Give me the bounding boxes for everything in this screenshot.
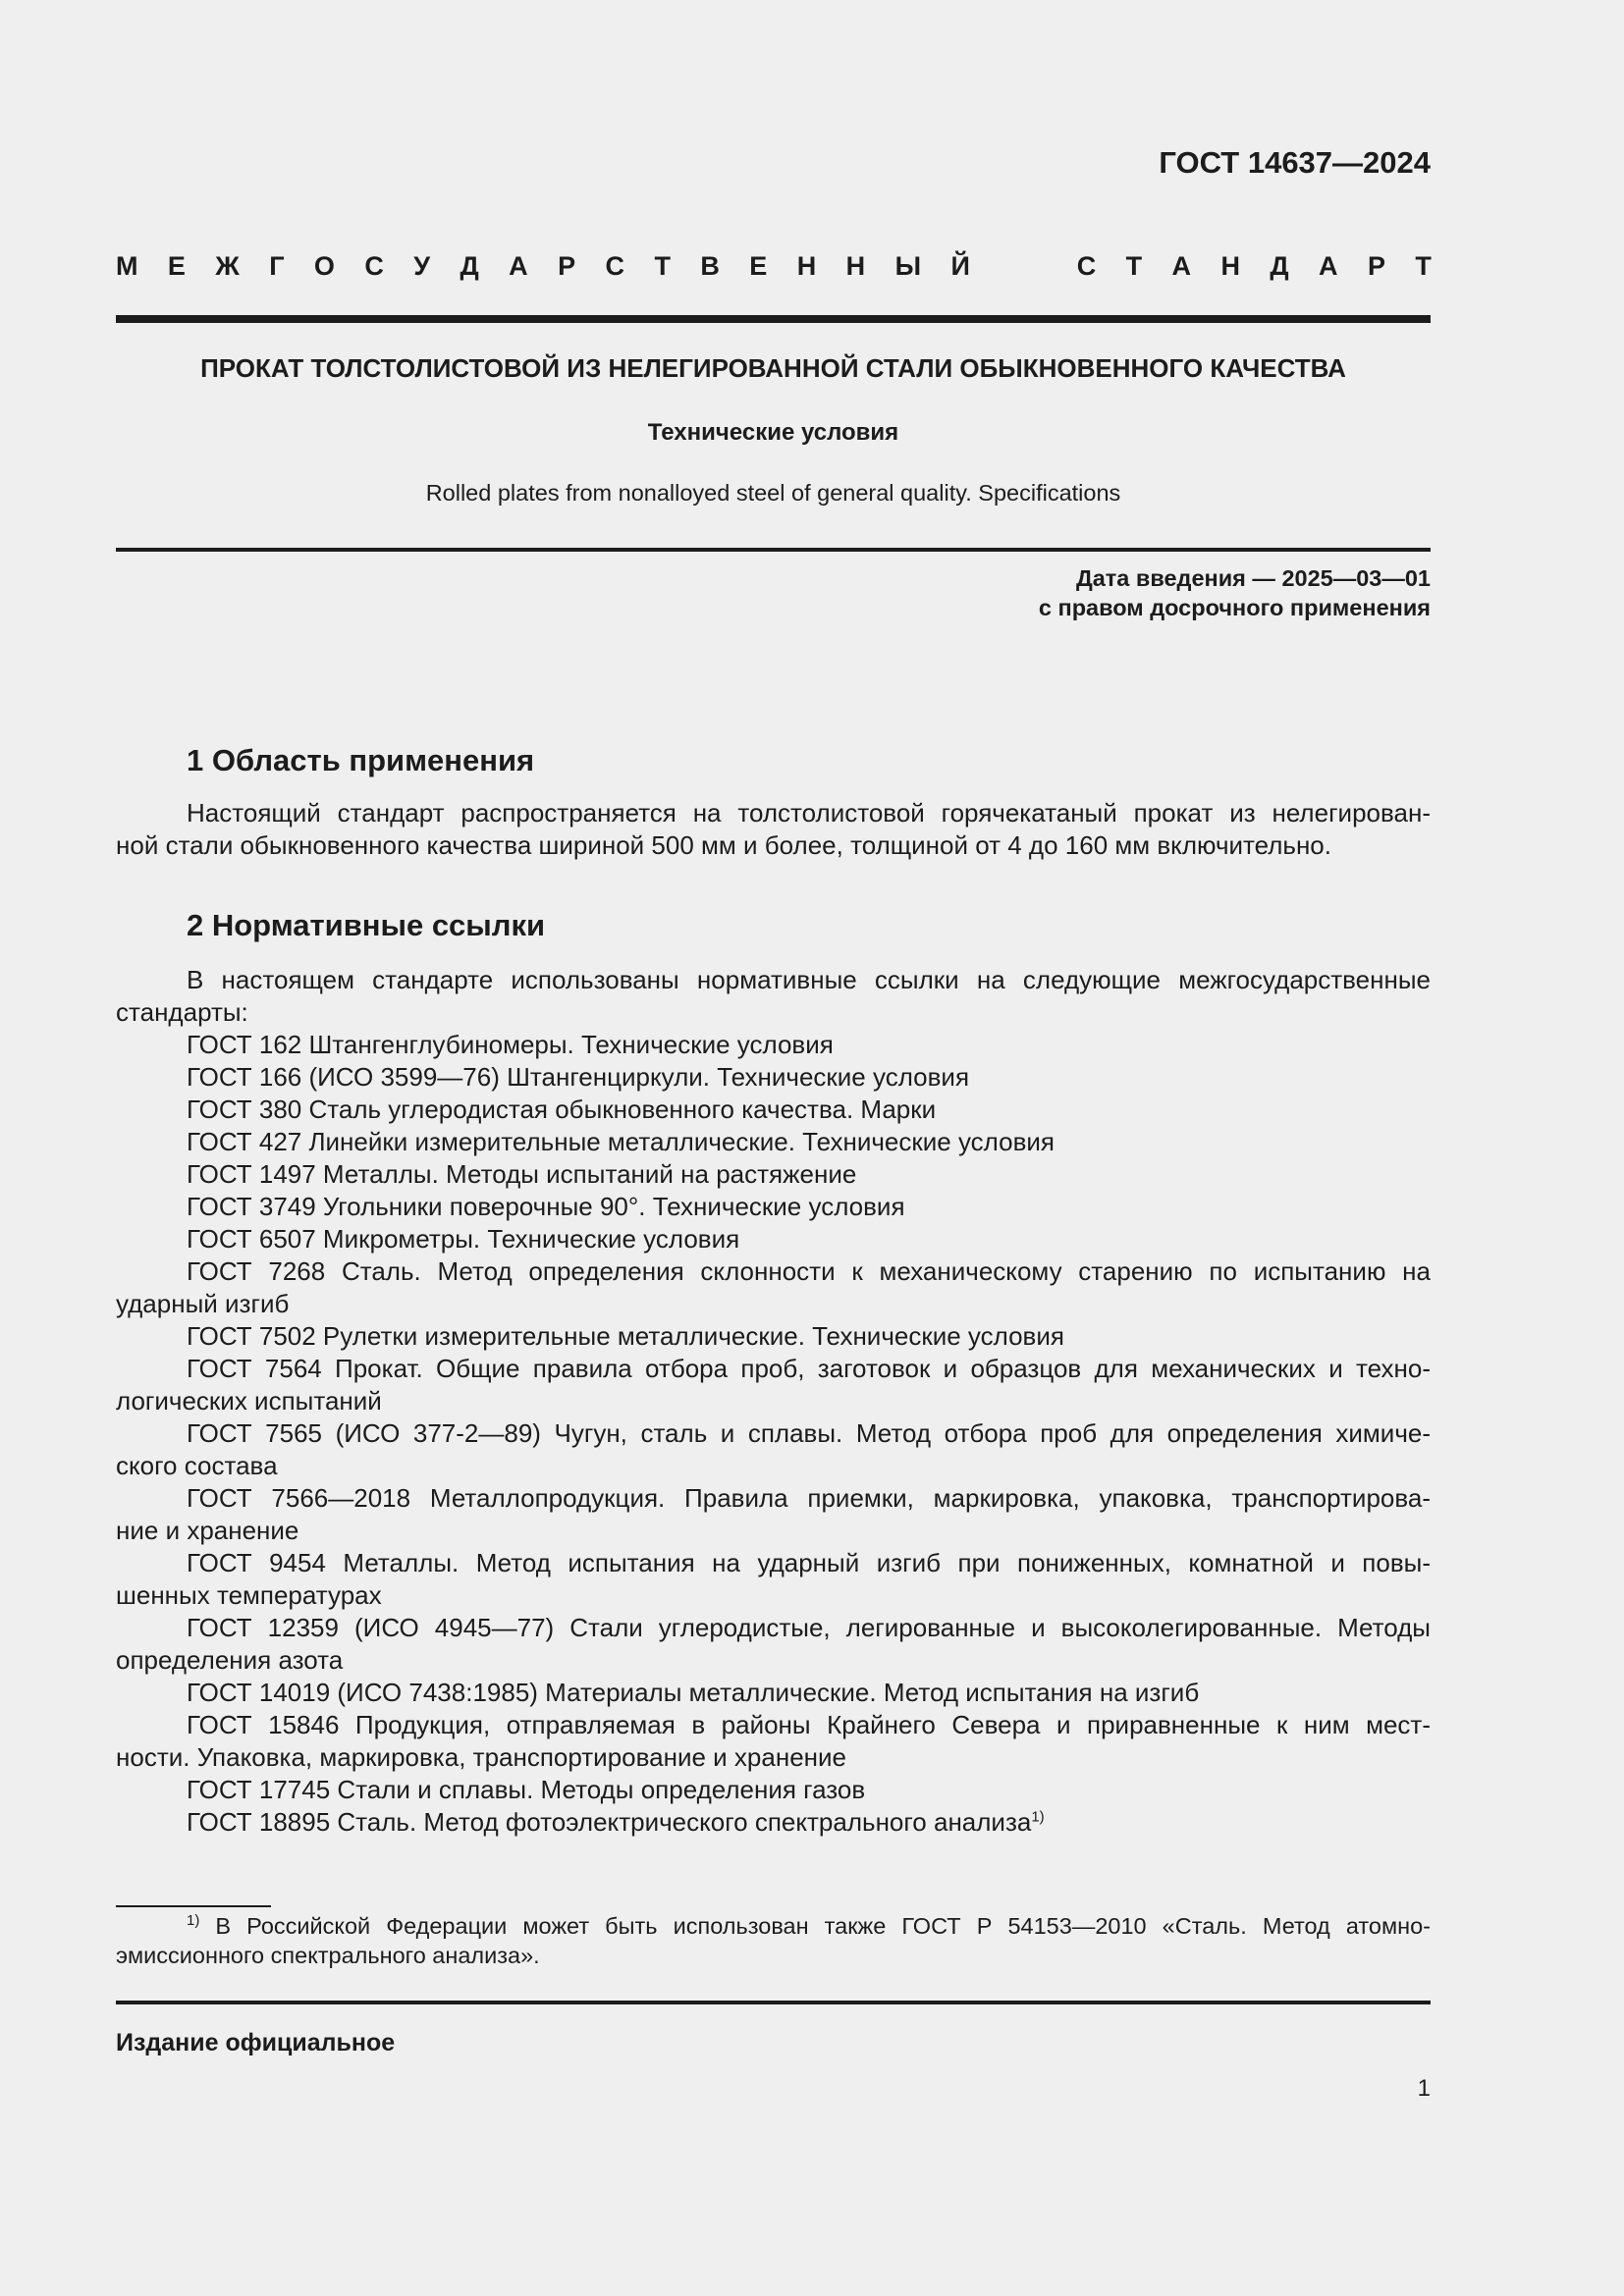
paragraph-line: ной стали обыкновенного качества шириной 500 мм и более, толщиной от 4 до 160 мм включительно.: [116, 830, 1331, 860]
banner-letter: Н: [845, 251, 866, 281]
banner-letter: С: [1076, 251, 1097, 281]
normative-reference-line: ГОСТ 166 (ИСО 3599—76) Штангенциркули. Технические условия: [187, 1062, 970, 1092]
banner-letter: У: [413, 251, 431, 281]
section-2-heading: 2 Нормативные ссылки: [187, 908, 546, 942]
normative-reference-line: ГОСТ 6507 Микрометры. Технические условия: [187, 1224, 740, 1254]
normative-reference-line: ГОСТ 14019 (ИСО 7438:1985) Материалы металлические. Метод испытания на изгиб: [187, 1678, 1200, 1707]
english-title: Rolled plates from nonalloyed steel of general quality. Specifications: [425, 480, 1121, 506]
normative-reference-line: ГОСТ 427 Линейки измерительные металлические. Технические условия: [187, 1127, 1055, 1156]
page-number: 1: [1417, 2075, 1431, 2102]
paragraph-line: Настоящий стандарт распространяется на толстолистовой горячекатаный прокат из нелегирован-: [187, 798, 1431, 828]
normative-reference-line: ГОСТ 17745 Стали и сплавы. Методы определения газов: [187, 1775, 866, 1804]
banner-letter: О: [313, 251, 335, 281]
banner-letter: Ы: [894, 251, 922, 281]
banner-letter: А: [1171, 251, 1192, 281]
banner-letter: В: [700, 251, 720, 281]
banner-letter: Т: [1415, 251, 1432, 281]
banner-letter: А: [1319, 251, 1338, 281]
banner-letter: С: [605, 251, 625, 281]
banner-letter: Й: [950, 251, 970, 281]
normative-reference-line: ГОСТ 162 Штангенглубиномеры. Технические условия: [187, 1030, 834, 1059]
section-2-body: [116, 964, 1431, 1839]
banner-letter: М: [116, 251, 138, 281]
footnote: [116, 1911, 1431, 1970]
document-title: ПРОКАТ ТОЛСТОЛИСТОВОЙ ИЗ НЕЛЕГИРОВАННОЙ СТАЛИ ОБЫКНОВЕННОГО КАЧЕСТВА: [200, 353, 1346, 383]
normative-reference-line: ГОСТ 7268 Сталь. Метод определения склонности к механическому старению по испытанию на: [187, 1256, 1431, 1286]
official-edition-label: Издание официальное: [116, 2029, 396, 2056]
normative-reference-line: ГОСТ 3749 Угольники поверочные 90°. Технические условия: [187, 1192, 905, 1221]
early-application-note: с правом досрочного применения: [1038, 595, 1431, 620]
footnote-separator: [116, 1905, 271, 1907]
banner-letter: Д: [1270, 251, 1289, 281]
normative-reference-line: ГОСТ 7565 (ИСО 377-2—89) Чугун, сталь и сплавы. Метод отбора проб для определения химиче-: [187, 1418, 1431, 1448]
interstate-standard-banner: [116, 251, 1432, 282]
paragraph-line: стандарты:: [116, 997, 248, 1027]
banner-letter: Г: [269, 251, 285, 281]
banner-letter: Т: [654, 251, 671, 281]
introduction-date: Дата введения — 2025—03—01: [1075, 565, 1431, 591]
normative-reference-line: определения азота: [116, 1645, 344, 1675]
footnote-line: $^{1)}$ В Российской Федерации может быть использован также ГОСТ Р 54153—2010 «Сталь. Метод атомно-: [187, 1912, 1431, 1939]
normative-reference-line: логических испытаний: [116, 1386, 382, 1415]
banner-letter: Н: [1220, 251, 1240, 281]
banner-letter: Р: [1367, 251, 1385, 281]
title-divider: [116, 548, 1431, 552]
normative-reference-line: ГОСТ 12359 (ИСО 4945—77) Стали углеродистые, легированные и высоколегированные. Методы: [187, 1613, 1431, 1642]
normative-reference-line: ГОСТ 15846 Продукция, отправляемая в районы Крайнего Севера и приравненные к ним мест-: [187, 1710, 1431, 1739]
banner-letter: А: [509, 251, 528, 281]
footnote-reference-mark: 1): [1031, 1808, 1045, 1826]
normative-reference-line: ГОСТ 18895 Сталь. Метод фотоэлектрического спектрального анализа$^{1)}$: [187, 1807, 1045, 1837]
footnote-line: эмиссионного спектрального анализа».: [116, 1943, 540, 1968]
normative-reference-line: ГОСТ 7564 Прокат. Общие правила отбора проб, заготовок и образцов для механических и техно-: [187, 1354, 1431, 1383]
footer-divider: [116, 2001, 1431, 2004]
banner-letter: Д: [460, 251, 479, 281]
banner-letter: С: [364, 251, 384, 281]
normative-reference-line: шенных температурах: [116, 1580, 382, 1610]
banner-letter: Е: [167, 251, 186, 281]
section-1-paragraph: [116, 797, 1431, 862]
footnote-mark: 1): [187, 1912, 200, 1930]
banner-letter: Н: [796, 251, 817, 281]
standard-number: ГОСТ 14637—2024: [1159, 145, 1431, 180]
header-divider: [116, 315, 1431, 323]
paragraph-line: В настоящем стандарте использованы нормативные ссылки на следующие межгосударственные: [187, 965, 1431, 994]
document-subtitle: Технические условия: [647, 419, 899, 446]
banner-letter: Е: [749, 251, 768, 281]
normative-reference-line: ГОСТ 7502 Рулетки измерительные металлические. Технические условия: [187, 1321, 1064, 1351]
normative-reference-line: ние и хранение: [116, 1516, 299, 1545]
banner-letter: Ж: [215, 251, 240, 281]
normative-reference-line: ности. Упаковка, маркировка, транспортирование и хранение: [116, 1742, 846, 1772]
normative-reference-line: ударный изгиб: [116, 1289, 290, 1318]
normative-reference-line: ГОСТ 7566—2018 Металлопродукция. Правила приемки, маркировка, упаковка, транспортирова-: [187, 1483, 1431, 1513]
normative-reference-line: ГОСТ 9454 Металлы. Метод испытания на ударный изгиб при пониженных, комнатной и повы-: [187, 1548, 1431, 1577]
normative-reference-line: ГОСТ 380 Сталь углеродистая обыкновенного качества. Марки: [187, 1095, 937, 1124]
normative-reference-line: ГОСТ 1497 Металлы. Методы испытаний на растяжение: [187, 1159, 857, 1189]
normative-reference-line: ского состава: [116, 1451, 278, 1480]
banner-letter: Р: [558, 251, 576, 281]
banner-word-gap: [1000, 251, 1047, 282]
banner-letter: Т: [1125, 251, 1143, 281]
introduction-date-block: [1039, 563, 1431, 622]
section-1-heading: 1 Область применения: [187, 743, 535, 777]
